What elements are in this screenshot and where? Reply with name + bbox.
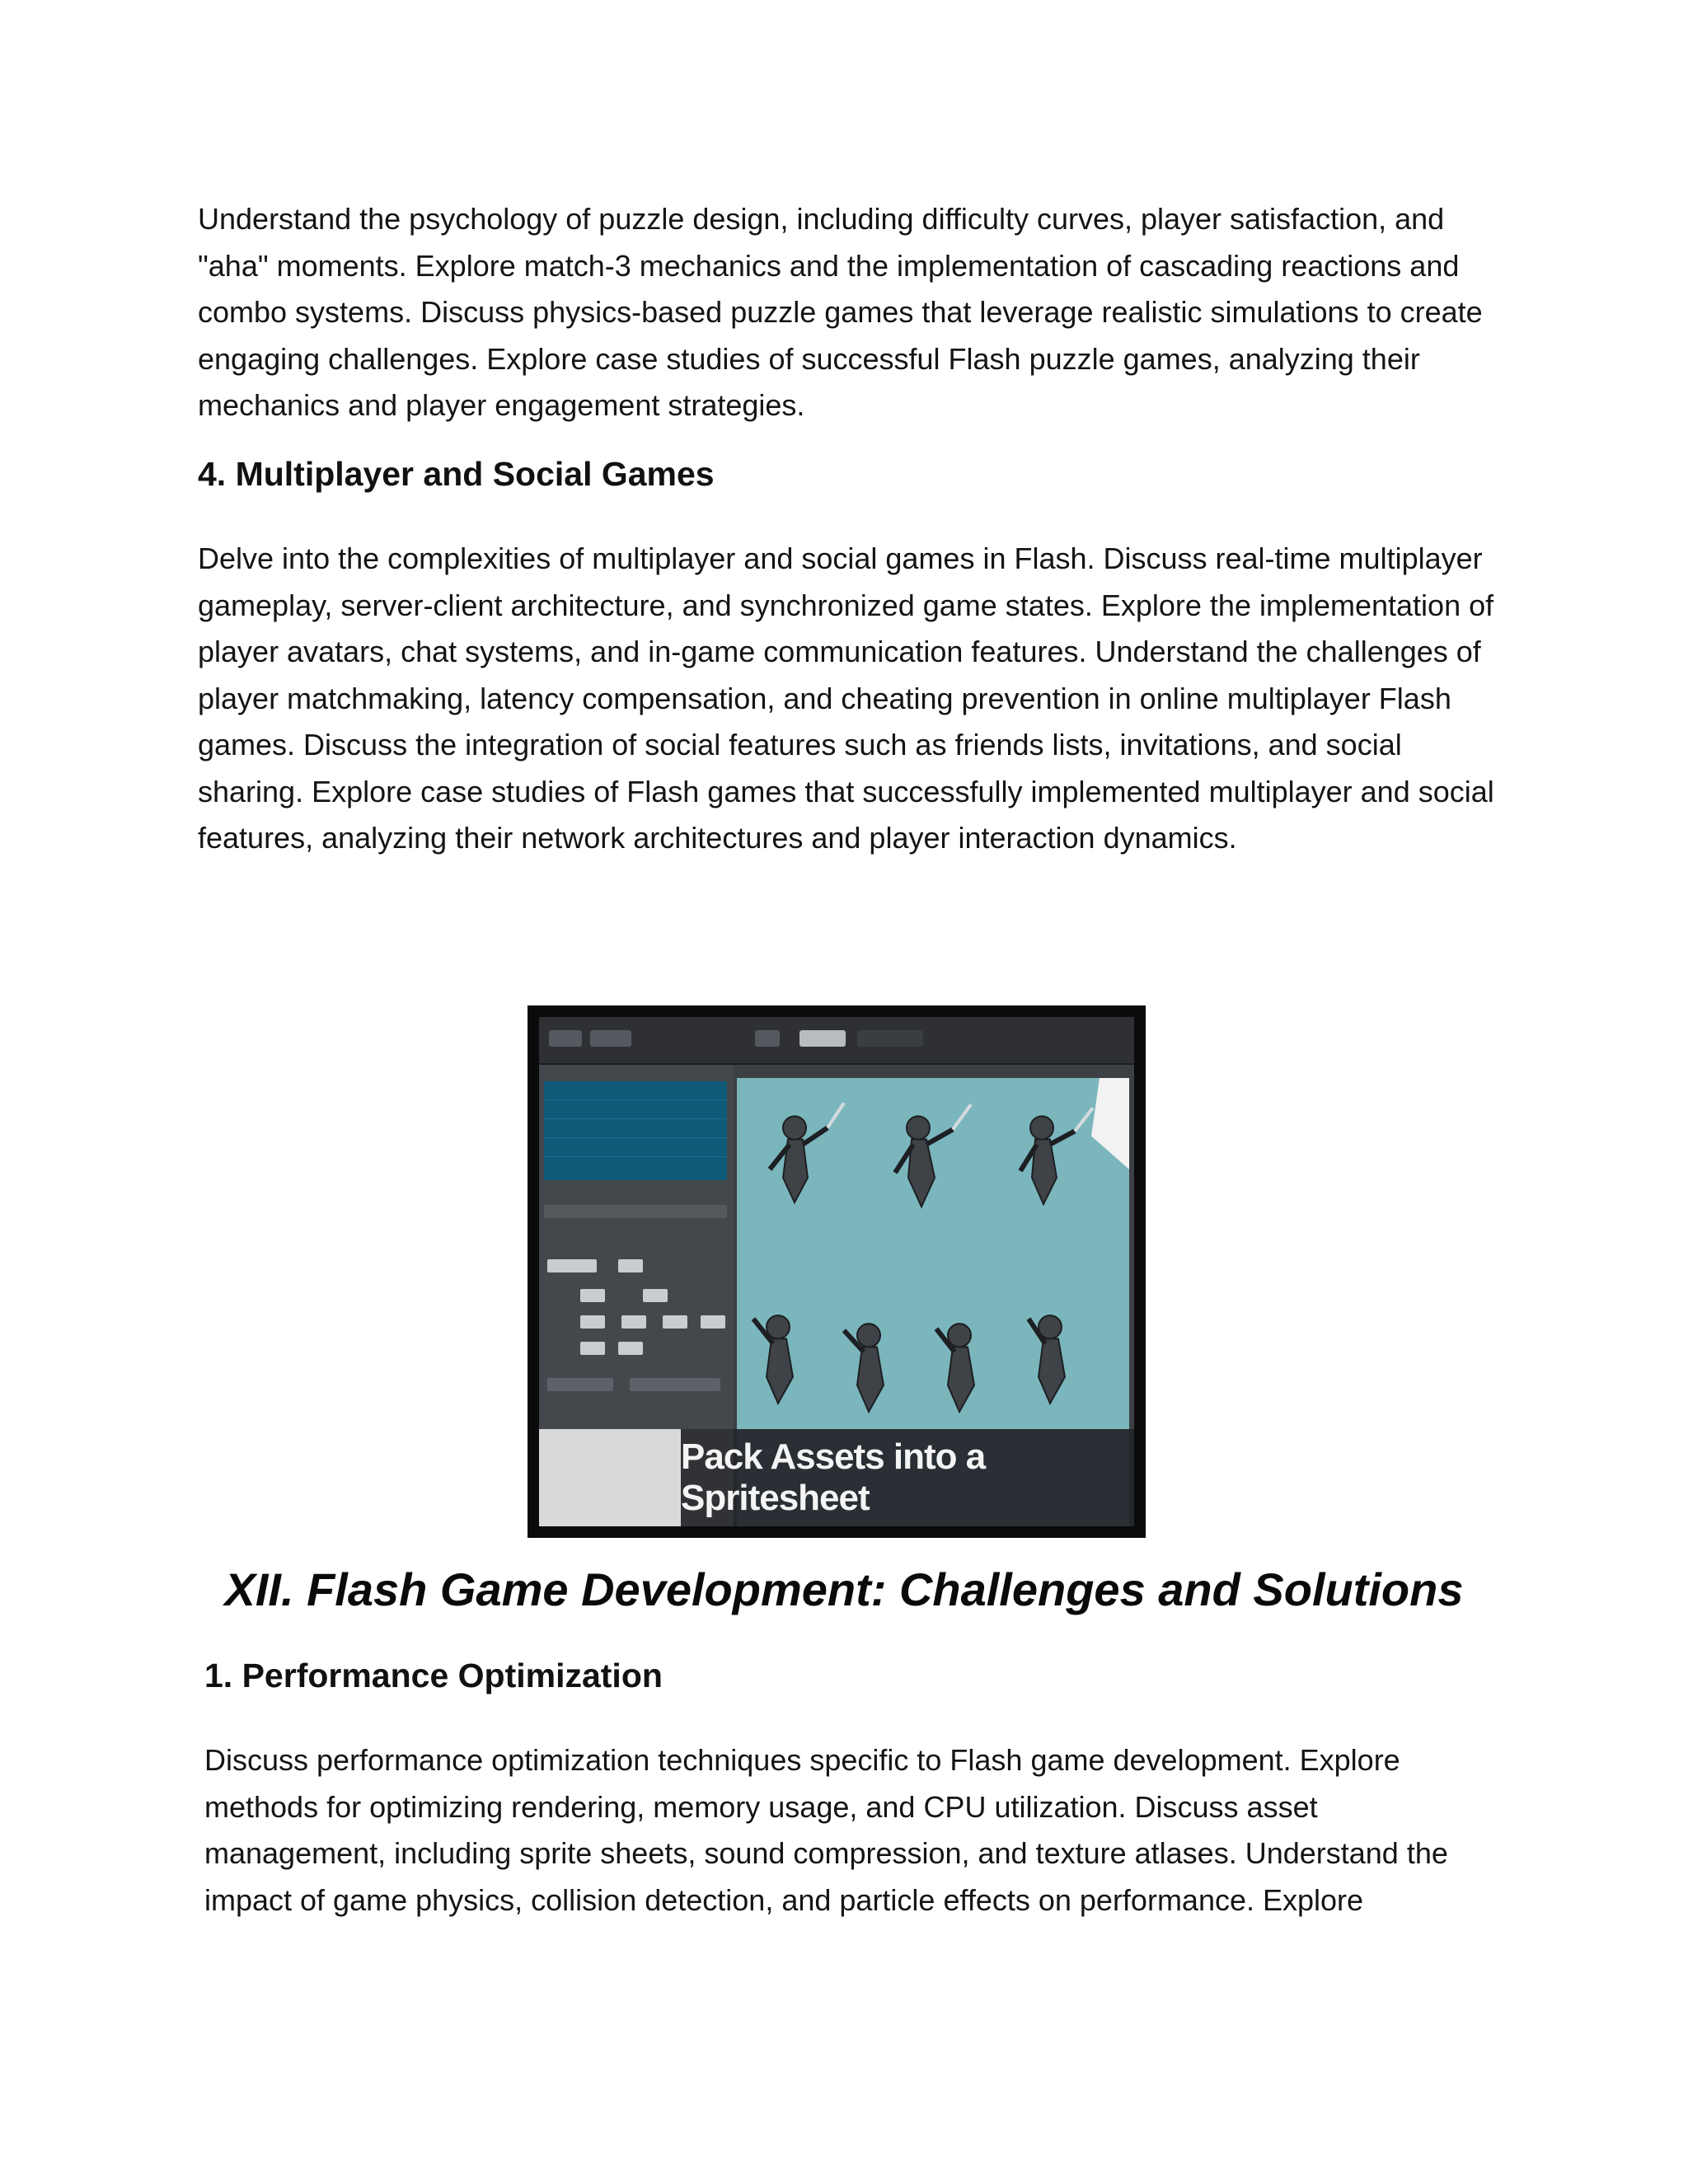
section-1-body: Discuss performance optimization techniques specific to Flash game development. Explore methods for optimizing rendering, memory usage, and CPU utilization. Discuss asset management, including sprite sheets, sound compression, and texture atlases. Understand the impact of game physics, collision detection, and particle effects on performance. Explore [204,1743,1448,1917]
spritesheet-figure [528,1005,1146,1538]
tool-toolbar [539,1017,1134,1065]
figure-caption: Pack Assets into a Spritesheet [681,1436,986,1518]
intro-paragraph: Understand the psychology of puzzle design, including difficulty curves, player satisfaction, and "aha" moments. Explore match-3 mechanics and the implementation of cascading reactions and combo systems. Discuss physics-based puzzle games that leverage realistic simulations to create engaging challenges. Explore case studies of successful Flash puzzle games, analyzing their mechanics and player engagement strategies. [198,202,1483,422]
sprite-list [544,1081,727,1180]
section-4-heading: 4. Multiplayer and Social Games [198,455,715,493]
figure-caption-bar [681,1429,1134,1526]
chapter-title: XII. Flash Game Development: Challenges and Solutions [224,1563,1464,1615]
section-1-heading: 1. Performance Optimization [204,1657,663,1694]
section-4-body: Delve into the complexities of multiplayer and social games in Flash. Discuss real-time multiplayer gameplay, server-client architecture, and synchronized game states. Explore the implementation of player avatars, chat systems, and in-game communication features. Understand the challenges of player matchmaking, latency compensation, and cheating prevention in online multiplayer Flash games. Discuss the integration of social features such as friends lists, invitations, and social sharing. Explore case studies of Flash games that successfully implemented multiplayer and social features, analyzing their network architectures and player interaction dynamics. [198,541,1494,855]
spritesheet-tool-screenshot [539,1017,1134,1526]
